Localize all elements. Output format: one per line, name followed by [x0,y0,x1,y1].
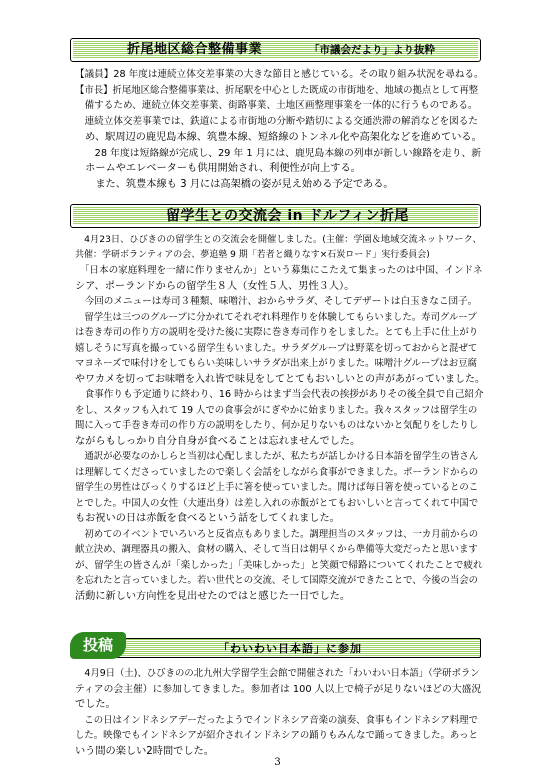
section2-line: 今回のメニューは寿司３種類、味噌汁、おからサラダ、そしてデザートは白玉きなこ団子。 [75,296,478,307]
section2-line: とでした。中国人の女性（大連出身）は差し入れの赤飯がとてもおいしいと言ってくれて中国で [75,497,479,509]
section2-line: 初めてのイベントでいろいろと反省点もありました。調理担当のスタッフは、一カ月前からの [75,528,479,540]
section2-line: 食事作りも予定通りに終わり、16 時からはまず当会代表の挨拶がありその後全員で自己紹介 [75,389,484,400]
section3-line: この日はインドネシアデーだったようでインドネシア音楽の演奏、食事もインドネシア料理で [75,714,478,726]
section1-line: ホームやエレベーターも供用開始され、利便性が向上する。 [75,163,361,175]
page-number: 3 [274,757,281,768]
section1-line: また、筑豊本線も 3 月には高架橋の姿が見え始める予定である。 [75,178,394,190]
section2-line: 活動に新しい方向性を見出せたのではと感じた一日でした。 [75,590,351,602]
section2-line: 嬉しそうに写真を撮っている留学生もいました。サラダグループは野菜を切っておからと混ぜて [75,342,478,354]
section2-line: もお祝いの日は赤飯を食べるという話をしてくれました。 [75,513,340,524]
section3-line: した。映像でもインドネシアが紹介されインドネシアの踊りもみんなで踊ってきました。あっと [75,730,478,741]
section2-line: を忘れたと言っていました。若い世代との交流、そして国際交流ができたことで、今後の当会の [75,575,478,586]
section2-line: 献立決め、調理器具の搬入、食材の購入、そして当日は朝早くから準備等大変だったと思います [75,544,478,555]
section1-heading [70,38,481,62]
section3-line: 4月9日（土)、ひびきのの北九州大学留学生会館で開催された「わいわい日本語」（学研ボラン [75,668,480,679]
section2-line: 共催：学研ボランティアの会、夢追塾 9 期「若者と織りなす×石炭ロード」実行委員会) [75,249,430,260]
section1-line: め、駅周辺の鹿児島本線、筑豊本線、短絡線のトンネル化や高架化などを進めている。 [75,131,482,143]
section2-title: 留学生との交流会 in ドルフィン折尾 [166,208,409,224]
section1-line: 【議員】28 年度は連続立体交差事業の大きな節目と感じている。その取り組み状況を尋ねる。 [75,69,484,80]
section2-line: 留学生の男性はびっくりするほど上手に箸を使っていました。聞けば毎日箸を使っているとのこ [75,482,479,493]
section3-line: いう間の楽しい2時間でした。 [75,745,214,757]
section3-line: ティアの会主催）に参加してきました。参加者は 100 人以上で椅子が足りないほどの大盛況 [75,683,482,695]
section2-line: 間に入って手巻き寿司の作り方の説明をしたり、何か足りないものはないかと気配りをしたりし [75,420,479,431]
section2-line: ながらもしっかり自分自身が食べることは忘れませんでした。 [75,435,361,447]
section2-line: は理解してくださっていましたので楽しく会話をしながら食事ができました。ポーランドからの [75,466,479,478]
section2-line: マヨネーズで味付けをしてもらい美味しいサラダが出来上がりました。味噌汁グループはお豆腐 [75,358,477,369]
section3-title: 「わいわい日本語」に参加 [218,642,362,655]
section2-line: シア、ポーランドからの留学生８人（女性５人、男性３人）。 [75,280,355,292]
section2-line: 通訳が必要なのかしらと当初は心配しましたが、私たちが話しかける日本語を留学生の皆さん [75,451,479,462]
section1-line: 【市長】折尾地区総合整備事業は、折尾駅を中心とした既成の市街地を、地域の拠点として再整 [75,84,479,96]
section2-line: 留学生は三つのグループに分かれてそれぞれ料理作りを体験してもらいました。寿司グループ [75,311,477,323]
section2-heading [70,204,481,228]
section3-heading [70,632,479,659]
section2-line: が、留学生の皆さんが「楽しかった」「美味しかった」と笑顔で帰路についてくれたことで疲れ [75,559,483,571]
section3-line: でした。 [75,699,116,710]
section2-line: は巻き寿司の作り方の説明を受けた後に実際に巻き寿司作りをしました。とても上手に仕上がり [75,327,479,338]
section1-title: 折尾地区総合整備事業 [127,42,263,57]
section2-line: 4月23日、ひびきのの留学生との交流会を開催しました。(主催：学園＆地域交流ネットワーク、 [75,234,482,245]
section2-line: 「日本の家庭料理を一緒に作りませんか」という募集にこたえて集まったのは中国、インドネ [75,265,483,276]
contribution-badge: 投稿 [70,632,126,659]
section2-line: やワカメを切ってお味噌を入れ皆で味見をしてとてもおいしいとの声があがっていました。 [75,373,485,385]
section1-line: 備するため、連続立体交差事業、街路事業、土地区画整理事業を一体的に行うものである。 [75,100,478,112]
section1-subtitle: 「市議会だより」より抜粋 [309,44,435,56]
section2-line: をし、スタッフも入れて 19 人での食事会がにぎやかに始まりました。我々スタッフは留学生の [75,404,478,416]
section1-line: 28 年度は短絡線が完成し、29 年 1 月には、鹿児島本線の列車が新しい線路を走り、新 [75,147,482,159]
section1-line: 連続立体交差事業では、鉄道による市街地の分断や踏切による交通渋滞の解消などを図るた [75,116,478,128]
